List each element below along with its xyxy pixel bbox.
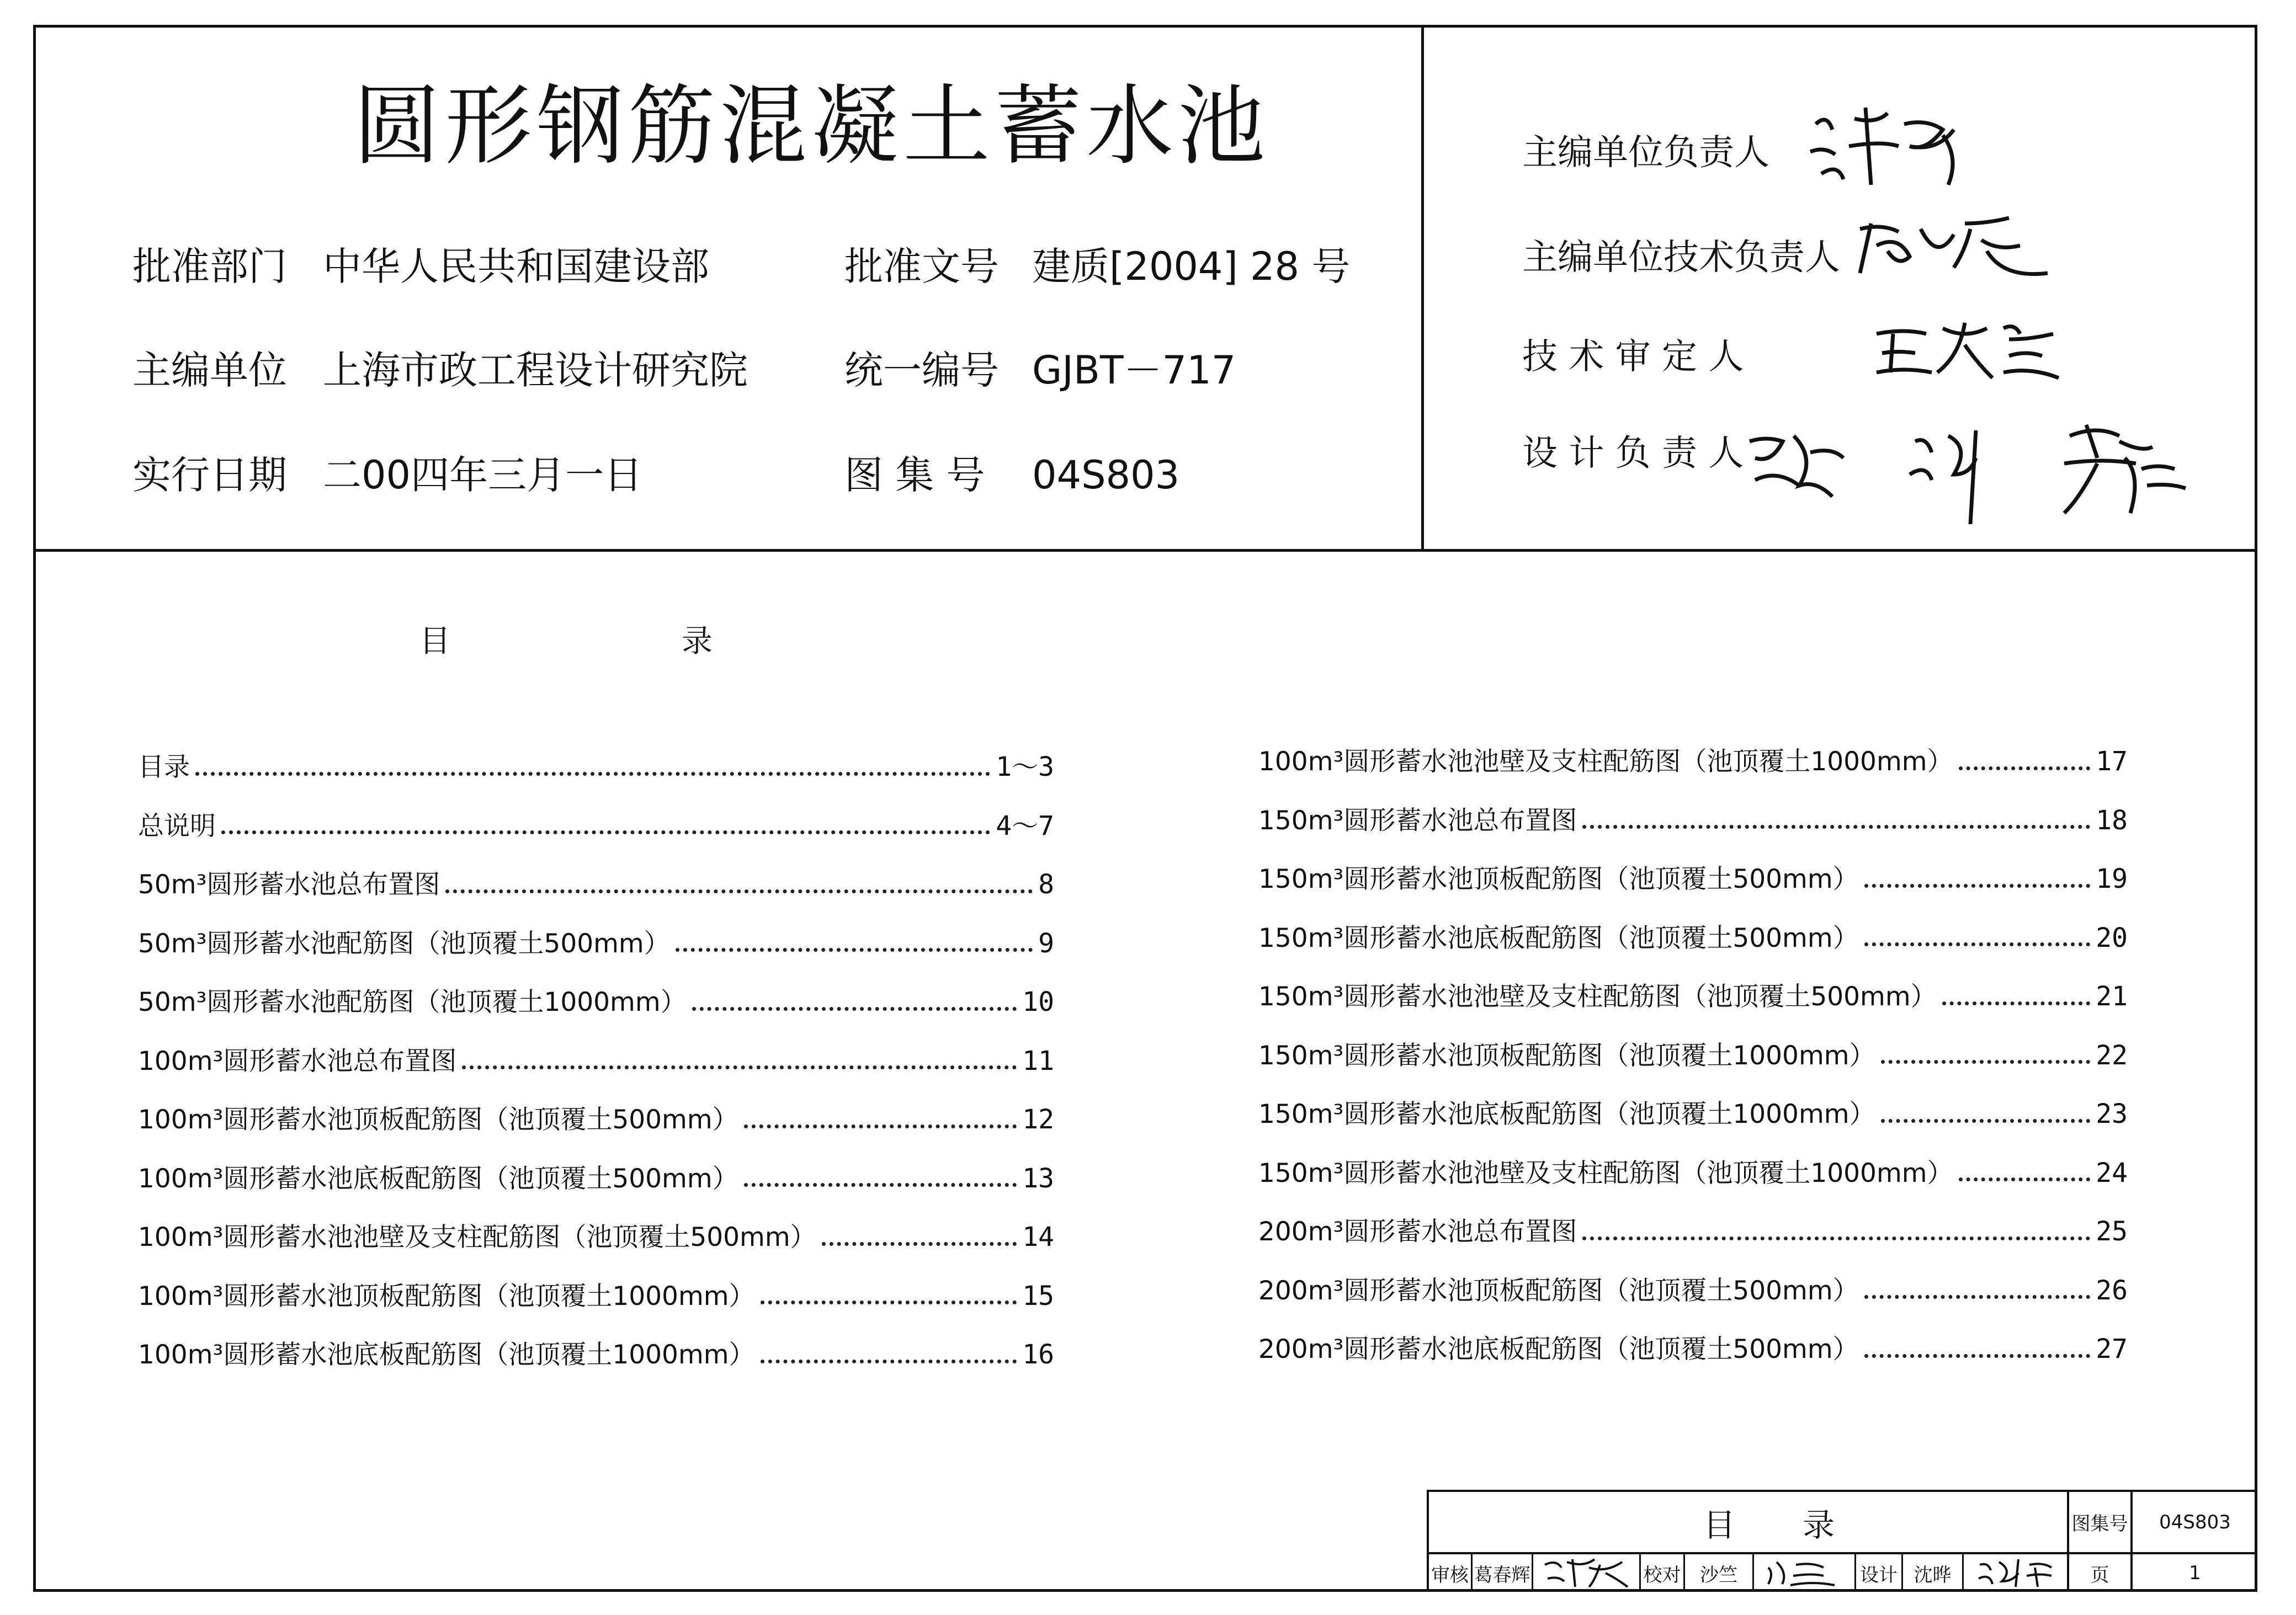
tb-sheet-title-right: 录 [1802,1506,1835,1544]
toc-entry-page: 15 [1022,1280,1054,1312]
toc-entry-page: 14 [1022,1222,1054,1252]
header-divider [33,549,2257,552]
approval-doc-label: 批准文号 [844,244,999,289]
toc-entry [138,807,1054,845]
toc-entry [138,748,1054,786]
tb-check-label: 校对 [1643,1564,1681,1586]
toc-leader-dots [1881,1119,2091,1123]
atlas-number-label: 图 集 号 [844,452,985,498]
toc-entry-title: 100m³圆形蓄水池池壁及支柱配筋图（池顶覆土1000mm） [1258,747,1953,777]
toc-entry [138,1100,1054,1139]
toc-entry-page: 17 [2096,746,2128,777]
toc-leader-dots [1864,942,2091,946]
unified-number-value: GJBT－717 [1032,348,1236,393]
toc-entry-title: 150m³圆形蓄水池底板配筋图（池顶覆土1000mm） [1258,1099,1875,1129]
tb-atlas-label: 图集号 [2071,1513,2128,1535]
tb-atlas-value: 04S803 [2159,1511,2231,1533]
toc-leader-dots [1881,1060,2091,1064]
toc-leader-dots [761,1360,1017,1363]
toc-entry-page: 10 [1022,987,1054,1017]
toc-entry-title: 50m³圆形蓄水池配筋图（池顶覆土500mm） [138,928,670,959]
handwritten-signature-3 [1871,317,2070,383]
toc-entry-title: 150m³圆形蓄水池池壁及支柱配筋图（池顶覆土500mm） [1258,982,1937,1012]
toc-entry-title: 150m³圆形蓄水池池壁及支柱配筋图（池顶覆土1000mm） [1258,1158,1953,1188]
toc-leader-dots [462,1065,1017,1069]
toc-entry-title: 150m³圆形蓄水池顶板配筋图（池顶覆土500mm） [1258,864,1859,894]
toc-entry-title: 200m³圆形蓄水池总布置图 [1258,1217,1577,1247]
effective-date-label: 实行日期 [132,452,287,498]
toc-entry-title: 50m³圆形蓄水池总布置图 [138,870,440,900]
toc-entry-title: 100m³圆形蓄水池顶板配筋图（池顶覆土500mm） [138,1105,738,1135]
toc-entry [138,924,1054,963]
unified-number-label: 统一编号 [844,348,999,393]
toc-entry-page: 26 [2096,1275,2128,1306]
toc-entry-title: 200m³圆形蓄水池顶板配筋图（池顶覆土500mm） [1258,1275,1859,1306]
toc-entry [1258,919,2128,957]
tb-design-label: 设计 [1860,1564,1898,1586]
toc-leader-dots [221,830,990,834]
approval-dept-label: 批准部门 [132,244,287,289]
toc-entry-page: 20 [2096,922,2128,953]
toc-entry [138,1042,1054,1080]
toc-leader-dots [1864,1295,2091,1299]
toc-entry-page: 25 [2096,1216,2128,1247]
tb-reviewer-signature [1533,1554,1639,1592]
toc-entry-title: 100m³圆形蓄水池底板配筋图（池顶覆土1000mm） [138,1340,755,1370]
toc-entry-page: 18 [2096,804,2128,836]
tb-sheet-title-left: 目 [1703,1506,1735,1544]
toc-leader-dots [445,889,1033,893]
toc-entry [1258,860,2128,898]
toc-leader-dots [1959,766,2091,770]
toc-entry-title: 总说明 [138,811,216,841]
approval-dept-value: 中华人民共和国建设部 [323,244,709,289]
toc-entry-page: 16 [1022,1339,1054,1370]
tb-checker: 沙竺 [1700,1564,1737,1586]
toc-entry-title: 目录 [138,752,190,782]
atlas-number-value: 04S803 [1032,452,1180,498]
toc-entry-title: 150m³圆形蓄水池底板配筋图（池顶覆土500mm） [1258,923,1859,953]
toc-entry [1258,742,2128,781]
toc-entry [138,865,1054,904]
tb-page-value: 1 [2189,1562,2201,1584]
toc-heading-left: 目 [419,623,450,659]
toc-leader-dots [1959,1177,2091,1181]
editor-unit-label: 主编单位 [132,348,287,393]
toc-leader-dots [761,1300,1017,1304]
toc-entry [1258,977,2128,1016]
toc-entry [1258,801,2128,840]
toc-entry-page: 1～3 [996,751,1054,782]
toc-leader-dots [744,1183,1017,1187]
toc-entry-page: 4～7 [996,810,1054,841]
toc-entry-page: 12 [1022,1104,1054,1135]
toc-entry [138,1277,1054,1315]
tb-checker-signature [1754,1554,1854,1592]
toc-entry-title: 100m³圆形蓄水池总布置图 [138,1046,457,1076]
toc-entry-title: 100m³圆形蓄水池底板配筋图（池顶覆土500mm） [138,1163,738,1194]
toc-leader-dots [1582,1236,2090,1240]
effective-date-value: 二00四年三月一日 [323,452,643,498]
document-title: 圆形钢筋混凝土蓄水池 [353,76,1269,177]
handwritten-signature-4 [1744,419,2219,524]
toc-leader-dots [1942,1001,2091,1005]
toc-entry-page: 19 [2096,864,2128,894]
handwritten-signature-1 [1805,102,2003,190]
toc-entry-page: 23 [2096,1099,2128,1129]
toc-entry-page: 27 [2096,1334,2128,1365]
toc-entry-page: 24 [2096,1157,2128,1188]
toc-entry [138,1159,1054,1198]
toc-leader-dots [676,948,1033,952]
toc-leader-dots [822,1242,1017,1246]
toc-entry-title: 100m³圆形蓄水池池壁及支柱配筋图（池顶覆土500mm） [138,1222,816,1252]
tb-page-label: 页 [2090,1564,2109,1586]
toc-entry-page: 21 [2096,981,2128,1012]
toc-entry [138,1218,1054,1256]
header-column-divider [1421,25,1424,551]
toc-entry [138,983,1054,1021]
approval-doc-value: 建质[2004] 28 号 [1032,244,1351,289]
toc-entry-page: 22 [2096,1040,2128,1071]
toc-entry [1258,1036,2128,1075]
toc-entry-title: 100m³圆形蓄水池顶板配筋图（池顶覆土1000mm） [138,1281,755,1312]
toc-leader-dots [744,1124,1017,1128]
title-block [1427,1490,2257,1592]
toc-leader-dots [1864,1354,2091,1358]
signatory-label-design-chief: 设 计 负 责 人 [1522,433,1744,474]
toc-entry-page: 9 [1038,928,1054,959]
toc-leader-dots [195,772,990,776]
handwritten-signature-2 [1854,212,2053,290]
toc-leader-dots [692,1007,1017,1011]
toc-entry [1258,1271,2128,1310]
toc-leader-dots [1582,825,2090,829]
tb-designer: 沈晔 [1914,1564,1952,1586]
toc-entry-page: 13 [1022,1163,1054,1194]
toc-leader-dots [1864,884,2091,888]
signatory-label-chief-unit: 主编单位负责人 [1522,132,1769,173]
tb-review-label: 审核 [1431,1564,1469,1586]
tb-reviewer: 葛春辉 [1474,1564,1530,1586]
toc-entry-title: 50m³圆形蓄水池配筋图（池顶覆土1000mm） [138,987,687,1017]
signatory-label-tech-review: 技 术 审 定 人 [1522,337,1744,377]
toc-entry [1258,1154,2128,1192]
toc-entry [1258,1212,2128,1251]
toc-entry-page: 11 [1022,1045,1054,1076]
toc-entry-title: 200m³圆形蓄水池底板配筋图（池顶覆土500mm） [1258,1334,1859,1365]
toc-entry-title: 150m³圆形蓄水池总布置图 [1258,805,1577,836]
toc-heading-right: 录 [682,623,713,659]
toc-entry-title: 150m³圆形蓄水池顶板配筋图（池顶覆土1000mm） [1258,1040,1875,1071]
toc-entry [1258,1095,2128,1133]
toc-entry [138,1335,1054,1374]
tb-designer-signature [1964,1554,2067,1592]
editor-unit-value: 上海市政工程设计研究院 [323,348,748,393]
signatory-label-tech-chief: 主编单位技术负责人 [1522,237,1840,278]
toc-entry-page: 8 [1038,869,1054,900]
toc-entry [1258,1330,2128,1368]
